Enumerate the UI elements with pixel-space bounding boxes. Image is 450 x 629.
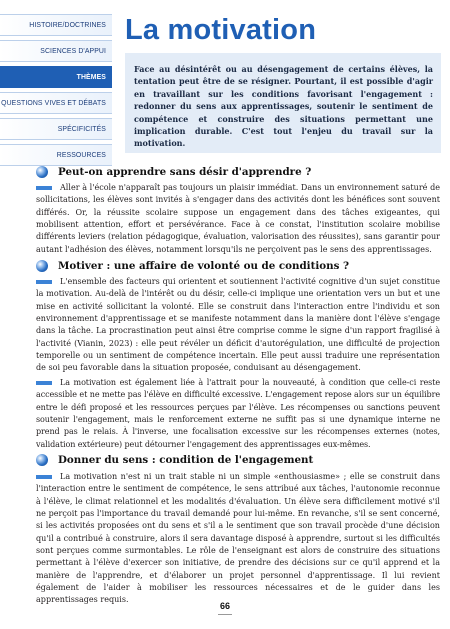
paragraph: [36, 182, 440, 256]
blue-bar-marker: [36, 381, 52, 385]
section-heading-1: [36, 164, 440, 179]
section-heading-text: Donner du sens : condition de l'engagement: [58, 454, 314, 467]
sidebar-nav: [0, 14, 112, 170]
section-heading-text: Motiver : une affaire de volonté ou de conditions ?: [58, 259, 350, 272]
blue-bar-marker: [36, 475, 52, 479]
paragraph-text: Aller à l'école n'apparaît pas toujours un plaisir immédiat. Dans un environnement saturé de sollicitations, les élèves sont invités à s'engager dans des activités dont les bénéfices sont souvent différés. Or, la réussite scolaire suppose un engagement dans des tâches exigeantes, qui mobilisent attention, effort et persévérance. Face à ce constat, l'institution scolaire mobilise différents leviers (relation pédagogique, évaluation, valorisation des réussites), sans garantir pour autant l'adhésion des élèves, notamment lorsqu'ils ne perçoivent pas le sens des apprentissages.: [36, 183, 440, 254]
section-heading-3: [36, 453, 440, 468]
blue-sphere-icon: [36, 454, 48, 466]
sidebar-item-histoire-doctrines[interactable]: HISTOIRE/DOCTRINES: [0, 14, 112, 36]
page-number: 66: [219, 601, 230, 611]
intro-box: [125, 53, 441, 153]
intro-text: Face au désintérêt ou au désengagement de certains élèves, la tentation peut être de se résigner. Pourtant, il est possible d'agir en travaillant sur les conditions favorisant l'engagement : redonner du sens aux apprentissages, soutenir le sentiment de compétence et construire des situations permettant une implication durable. C'est tout l'enjeu du travail sur la motivation.: [134, 64, 433, 149]
section-heading-text: Peut-on apprendre sans désir d'apprendre ?: [58, 165, 312, 178]
sidebar-item-questions-vives[interactable]: QUESTIONS VIVES ET DÉBATS: [0, 92, 112, 114]
blue-sphere-icon: [36, 166, 48, 178]
sidebar-item-ressources[interactable]: RESSOURCES: [0, 144, 112, 166]
paragraph-text: La motivation est également liée à l'attrait pour la nouveauté, à condition que celle-ci reste accessible et ne mette pas l'élève en difficulté excessive. L'engagement repose alors sur un équilibre entre le défi proposé et les ressources perçues par l'élève. Les récompenses ou sanctions peuvent soutenir l'engagement, mais le renforcement externe ne suffit pas si une dynamique interne ne prend pas le relais. À l'inverse, une focalisation excessive sur les récompenses externes (notes, validation extérieure) peut détourner l'engagement des apprentissages eux-mêmes.: [36, 377, 440, 449]
paragraph: [36, 276, 440, 375]
sidebar-item-sciences-appui[interactable]: SCIENCES D'APPUI: [0, 40, 112, 62]
article-body: [36, 164, 440, 609]
blue-bar-marker: [36, 280, 52, 284]
page-title: La motivation: [125, 14, 317, 46]
sidebar-item-specificites[interactable]: SPÉCIFICITÉS: [0, 118, 112, 140]
section-heading-2: [36, 258, 440, 273]
paragraph-text: La motivation n'est ni un trait stable ni un simple «enthousiasme» ; elle se construit dans l'interaction entre le sentiment de compétence, le sens attribué aux tâches, l'autonomie reconnue à l'élève, le climat relationnel et les modalités d'évaluation. Un élève sera difficilement motivé s'il ne perçoit pas l'importance du travail demandé pour lui-même. En revanche, s'il se sent concerné, si les activités proposées ont du sens et s'il a le sentiment que son travail procède d'une décision qu'il a contribué à construire, alors il sera davantage disposé à apprendre, surtout si les difficultés sont perçues comme surmontables. Le rôle de l'enseignant est alors de construire des situations permettant à l'élève d'exercer son initiative, de prendre des décisions sur ce qu'il apprend et la manière de l'apprendre, et d'élaborer un projet personnel d'apprentissage. Il lui revient également de l'aider à mobiliser les ressources nécessaires et de le guider dans les apprentissages requis.: [36, 471, 440, 605]
blue-bar-marker: [36, 186, 52, 190]
paragraph: [36, 471, 440, 607]
paragraph: [36, 377, 440, 451]
blue-sphere-icon: [36, 260, 48, 272]
sidebar-item-themes[interactable]: THÈMES: [0, 66, 112, 88]
paragraph-text: L'ensemble des facteurs qui orientent et soutiennent l'activité cognitive d'un sujet constitue la motivation. Au-delà de l'intérêt ou du désir, celle-ci implique une orientation vers un but et une mise en activité sollicitant la volonté. Elle se construit dans l'interaction entre l'individu et son environnement d'apprentissage et se manifeste notamment dans la manière dont l'élève s'engage dans la tâche. La procrastination peut ainsi être comprise comme le signe d'un rapport fragilisé à l'activité (Vianin, 2023) : elle peut révéler un déficit d'autorégulation, une difficulté de projection temporelle ou un sentiment de compétence incertain. Elle peut aussi traduire une représentation de soi peu favorable dans la situation proposée, conduisant au désengagement.: [36, 277, 440, 373]
page-number-rule: [218, 614, 232, 615]
